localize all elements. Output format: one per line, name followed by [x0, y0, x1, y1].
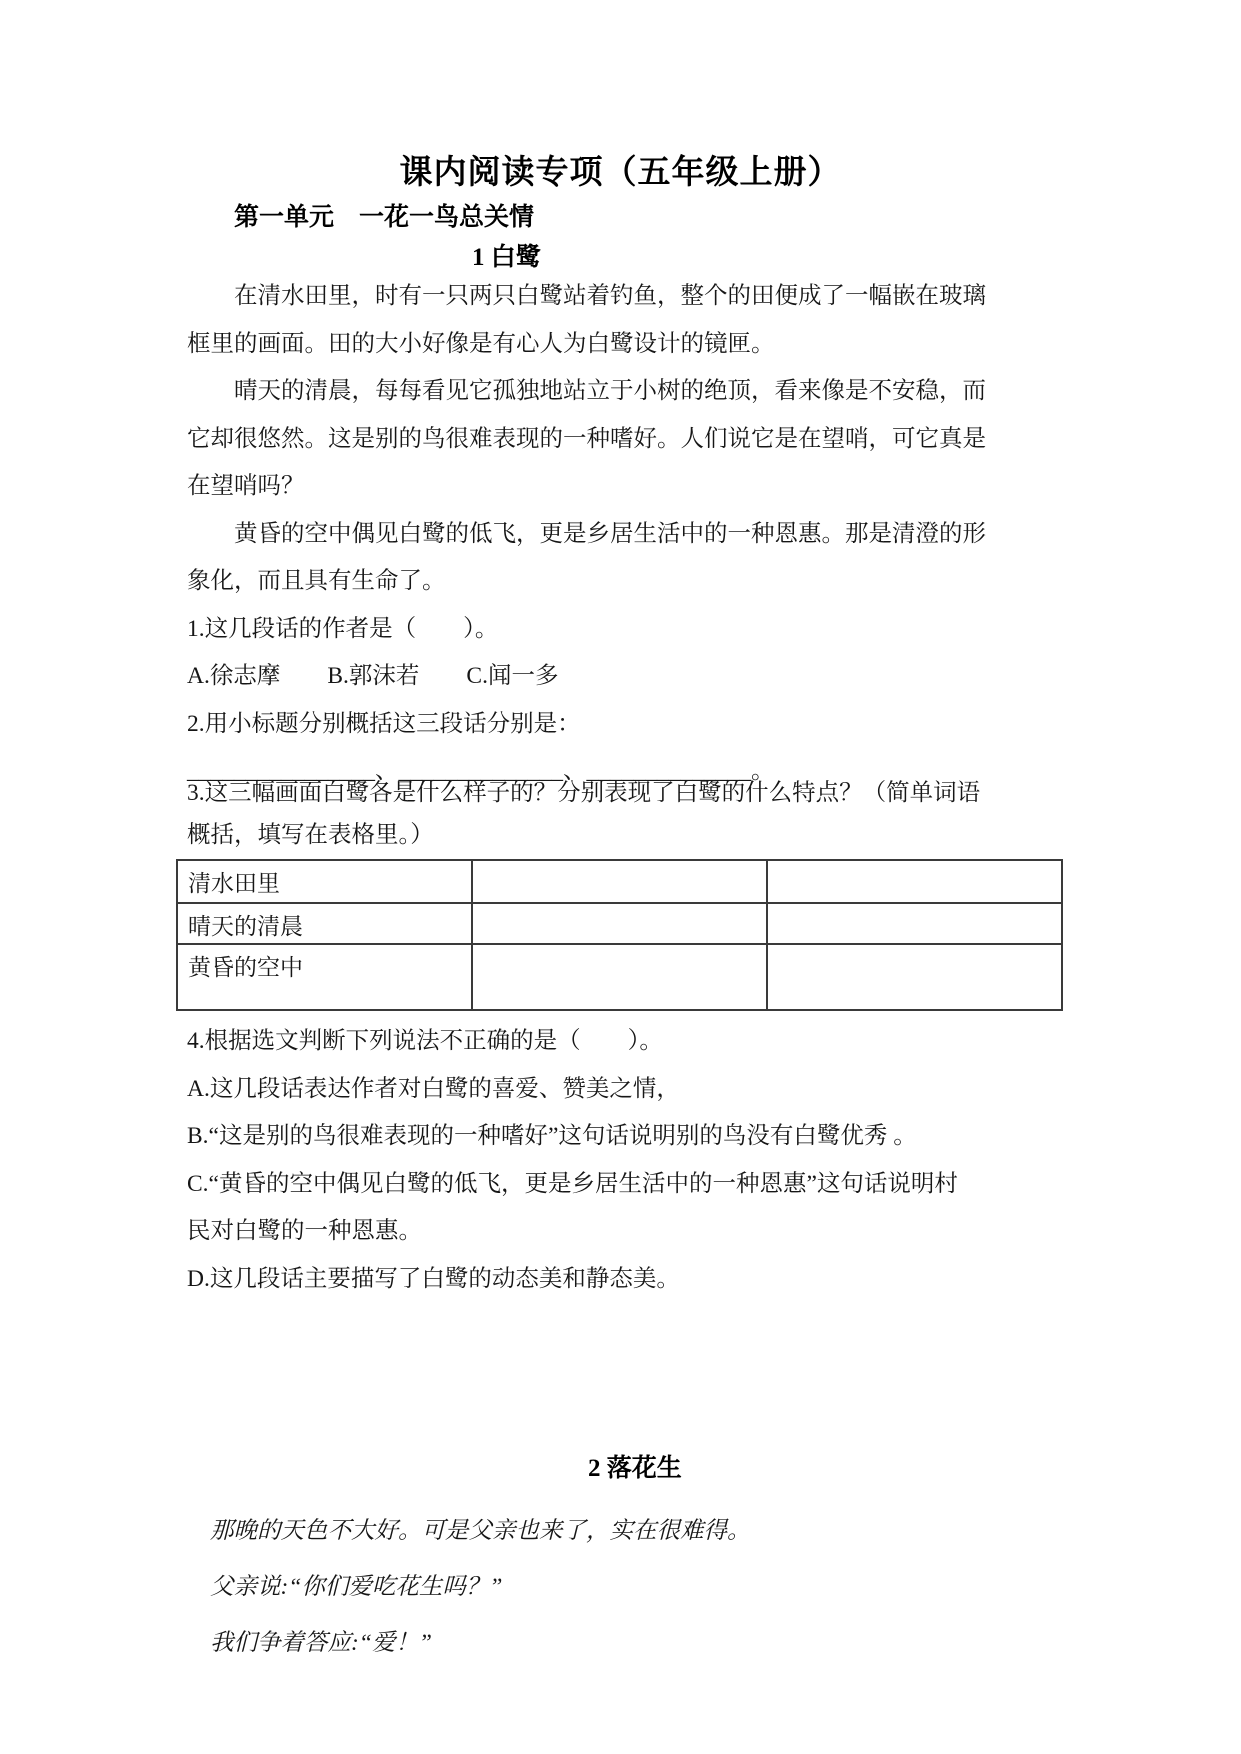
question-3-line: 概括，填写在表格里。）	[187, 822, 434, 848]
question-3-answer-table	[176, 859, 1063, 1011]
question-4-option-c: C.“黄昏的空中偶见白鹭的低飞，更是乡居生活中的一种恩惠”这句话说明村	[187, 1170, 958, 1197]
question-4-option-a: A.这几段话表达作者对白鹭的喜爱、赞美之情，	[187, 1075, 680, 1102]
question-4	[187, 1018, 1073, 1303]
row-label-cell: 清水田里	[177, 860, 472, 903]
document-title: 课内阅读专项（五年级上册）	[399, 155, 842, 191]
passage-line: 我们争着答应:“爱！”	[210, 1630, 432, 1656]
row-label-cell: 晴天的清晨	[177, 903, 472, 944]
row-label-cell: 黄昏的空中	[177, 944, 472, 1010]
passage-line: 在清水田里，时有一只两只白鹭站着钓鱼，整个的田便成了一幅嵌在玻璃	[234, 283, 986, 309]
answer-cell-trait	[767, 944, 1062, 1010]
answer-cell-appearance	[472, 860, 767, 903]
answer-cell-appearance	[472, 944, 767, 1010]
answer-cell-trait	[767, 903, 1062, 944]
question-4-option-c-wrap: 民对白鹭的一种恩惠。	[187, 1218, 422, 1244]
passage-line: 框里的画面。田的大小好像是有心人为白鹭设计的镜匣。	[187, 330, 775, 357]
question-1-options: A.徐志摩 B.郭沫若 C.闻一多	[187, 663, 559, 689]
passage-line: 晴天的清晨，每每看见它孤独地站立于小树的绝顶，看来像是不安稳，而	[234, 378, 986, 404]
table-row	[177, 944, 1062, 1010]
unit-heading: 第一单元 一花一鸟总关情	[234, 204, 535, 231]
passage-line: 黄昏的空中偶见白鹭的低飞，更是乡居生活中的一种恩惠。那是清澄的形	[234, 520, 986, 547]
question-4-option-d: D.这几段话主要描写了白鹭的动态美和静态美。	[187, 1265, 680, 1292]
passage-line: 它却很悠然。这是别的鸟很难表现的一种嗜好。人们说它是在望哨，可它真是	[187, 425, 986, 452]
question-4-option-b: B.“这是别的鸟很难表现的一种嗜好”这句话说明别的鸟没有白鹭优秀 。	[187, 1123, 917, 1149]
lesson2-passage	[187, 1503, 1073, 1671]
question-3	[187, 772, 1073, 856]
lesson1-title: 1 白鹭	[472, 244, 541, 271]
question-3-line: 3.这三幅画面白鹭各是什么样子的？分别表现了白鹭的什么特点？（简单词语	[187, 780, 981, 806]
passage-line: 在望哨吗？	[187, 473, 305, 499]
question-2-answer-blanks: ________________、______________、______________。	[187, 758, 775, 784]
passage-line: 那晚的天色不大好。可是父亲也来了，实在很难得。	[210, 1518, 751, 1544]
passage-line: 父亲说:“你们爱吃花生吗？”	[210, 1574, 503, 1600]
passage-line: 象化，而且具有生命了。	[187, 568, 446, 594]
question-1: 1.这几段话的作者是（ ）。	[187, 615, 499, 642]
table-row	[177, 903, 1062, 944]
lesson1-passage-and-questions	[187, 273, 1063, 796]
question-2: 2.用小标题分别概括这三段话分别是：	[187, 710, 581, 737]
answer-cell-trait	[767, 860, 1062, 903]
question-4-stem: 4.根据选文判断下列说法不正确的是（ ）。	[187, 1028, 663, 1054]
lesson2-title: 2 落花生	[588, 1455, 682, 1482]
answer-cell-appearance	[472, 903, 767, 944]
table-row	[177, 860, 1062, 903]
